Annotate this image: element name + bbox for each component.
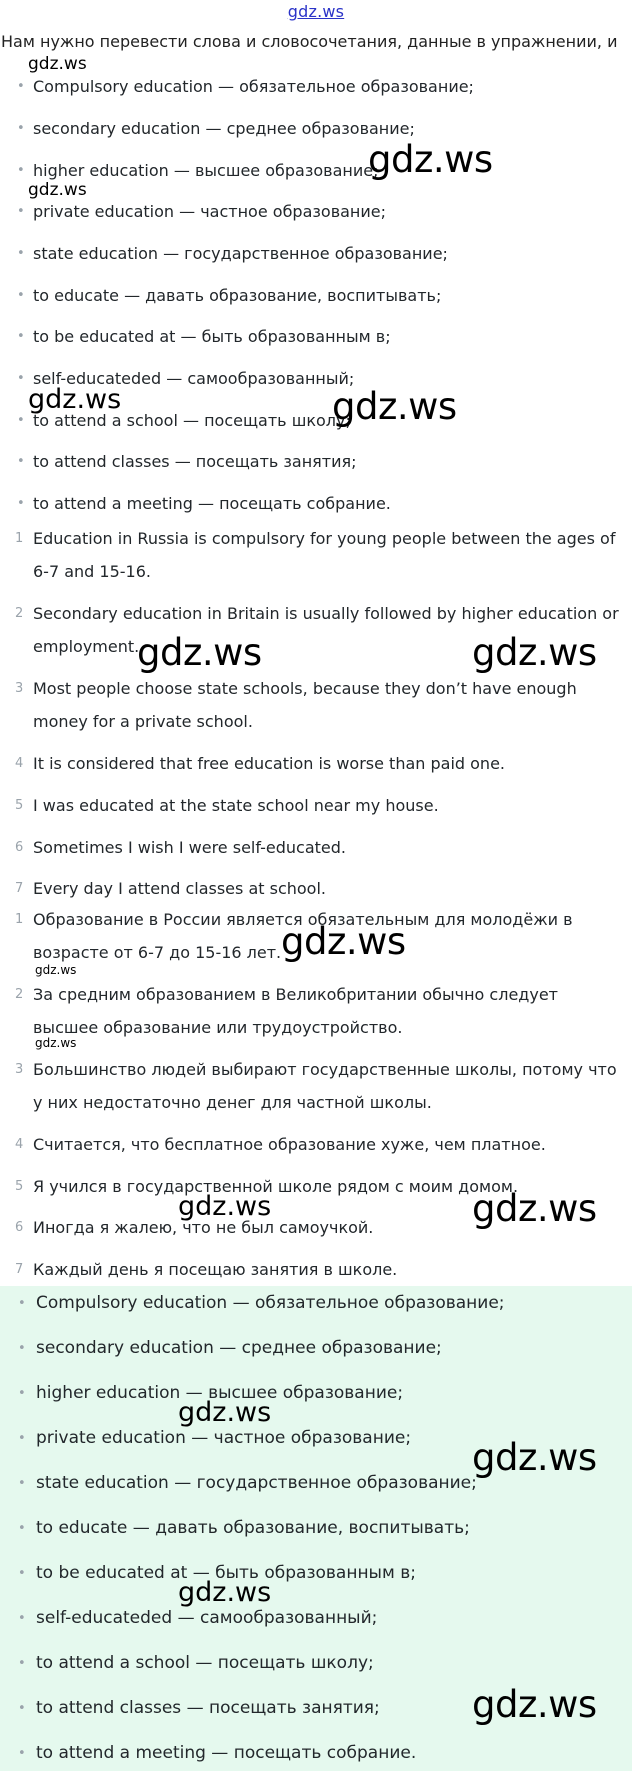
sentence-text: It is considered that free education is worse than paid one.	[33, 754, 505, 773]
sentence-text: Most people choose state schools, because they don’t have enough money for a private school.	[33, 679, 577, 731]
bullet-icon: •	[17, 121, 25, 136]
vocab-item: to attend a meeting — посещать собрание.	[33, 494, 391, 513]
bullet-icon: •	[17, 496, 25, 511]
bullet-icon: •	[18, 1746, 26, 1761]
answer-item: to be educated at — быть образованным в;	[36, 1563, 416, 1583]
bullet-icon: •	[18, 1431, 26, 1446]
bullet-icon: •	[18, 1521, 26, 1536]
vocab-item: Compulsory education — обязательное образование;	[33, 77, 474, 96]
item-number: 4	[15, 1137, 24, 1152]
bullet-icon: •	[17, 413, 25, 428]
answer-item: to attend classes — посещать занятия;	[36, 1698, 380, 1718]
sentence-text: Образование в России является обязательным для молодёжи в возрасте от 6-7 до 15-16 лет.	[33, 910, 573, 962]
vocab-item: higher education — высшее образование;	[33, 161, 379, 180]
item-number: 7	[15, 881, 24, 896]
bullet-icon: •	[17, 371, 25, 386]
sentence-text: Secondary education in Britain is usually followed by higher education or employment.	[33, 604, 619, 656]
bullet-icon: •	[18, 1341, 26, 1356]
bullet-icon: •	[17, 246, 25, 261]
vocab-item: self-educateded — самообразованный;	[33, 369, 355, 388]
bullet-icon: •	[18, 1476, 26, 1491]
sentence-text: За средним образованием в Великобритании обычно следует высшее образование или трудоустройство.	[33, 985, 558, 1037]
bullet-icon: •	[17, 288, 25, 303]
sentence-text: Каждый день я посещаю занятия в школе.	[33, 1260, 398, 1279]
watermark-text: gdz.ws	[28, 180, 87, 200]
watermark-text: gdz.ws	[178, 1577, 272, 1608]
bullet-icon: •	[17, 329, 25, 344]
sentence-text: Every day I attend classes at school.	[33, 879, 326, 898]
answer-item: self-educateded — самообразованный;	[36, 1608, 378, 1628]
intro-text: Нам нужно перевести слова и словосочетания, данные в упражнении, и	[1, 32, 618, 51]
item-number: 4	[15, 756, 24, 771]
sentence-text: Иногда я жалею, что не был самоучкой.	[33, 1218, 374, 1237]
sentence-text: I was educated at the state school near my house.	[33, 796, 439, 815]
item-number: 1	[15, 912, 24, 927]
item-number: 6	[15, 840, 24, 855]
item-number: 2	[15, 606, 24, 621]
answer-item: state education — государственное образование;	[36, 1473, 477, 1493]
bullet-icon: •	[18, 1701, 26, 1716]
bullet-icon: •	[17, 454, 25, 469]
item-number: 5	[15, 798, 24, 813]
site-logo-link[interactable]: gdz.ws	[287, 2, 345, 21]
answer-item: to attend a meeting — посещать собрание.	[36, 1743, 417, 1763]
watermark-text: gdz.ws	[178, 1191, 272, 1222]
sentence-text: Education in Russia is compulsory for young people between the ages of 6-7 and 15-16.	[33, 529, 616, 581]
bullet-icon: •	[17, 79, 25, 94]
watermark-text: gdz.ws	[28, 384, 122, 415]
sentence-text: Большинство людей выбирают государственные школы, потому что у них недостаточно денег для частной школы.	[33, 1060, 617, 1112]
watermark-text: gdz.ws	[35, 963, 77, 977]
answer-panel	[0, 1286, 632, 1771]
item-number: 1	[15, 531, 24, 546]
item-number: 5	[15, 1179, 24, 1194]
answer-item: to attend a school — посещать школу;	[36, 1653, 374, 1673]
watermark-text: gdz.ws	[332, 385, 457, 428]
vocab-item: to attend classes — посещать занятия;	[33, 452, 357, 471]
watermark-text: gdz.ws	[368, 138, 493, 181]
answer-item: Compulsory education — обязательное образование;	[36, 1293, 505, 1313]
bullet-icon: •	[17, 204, 25, 219]
watermark-text: gdz.ws	[472, 1436, 597, 1479]
watermark-text: gdz.ws	[178, 1397, 272, 1428]
vocab-item: to attend a school — посещать школу;	[33, 411, 351, 430]
bullet-icon: •	[18, 1566, 26, 1581]
watermark-text: gdz.ws	[472, 1187, 597, 1230]
item-number: 6	[15, 1220, 24, 1235]
bullet-icon: •	[18, 1386, 26, 1401]
vocab-item: state education — государственное образование;	[33, 244, 448, 263]
answer-item: to educate — давать образование, воспитывать;	[36, 1518, 470, 1538]
watermark-text: gdz.ws	[28, 54, 87, 74]
answer-item: higher education — высшее образование;	[36, 1383, 404, 1403]
sentence-text: Sometimes I wish I were self-educated.	[33, 838, 346, 857]
watermark-text: gdz.ws	[35, 1036, 77, 1050]
vocab-item: to educate — давать образование, воспитывать;	[33, 286, 442, 305]
watermark-text: gdz.ws	[472, 1683, 597, 1726]
watermark-text: gdz.ws	[281, 920, 406, 963]
item-number: 7	[15, 1262, 24, 1277]
watermark-text: gdz.ws	[472, 631, 597, 674]
watermark-text: gdz.ws	[137, 631, 262, 674]
vocab-item: private education — частное образование;	[33, 202, 387, 221]
item-number: 3	[15, 1062, 24, 1077]
vocab-item: secondary education — среднее образование;	[33, 119, 415, 138]
answer-item: private education — частное образование;	[36, 1428, 412, 1448]
item-number: 3	[15, 681, 24, 696]
answer-item: secondary education — среднее образование;	[36, 1338, 442, 1358]
vocab-item: to be educated at — быть образованным в;	[33, 327, 391, 346]
item-number: 2	[15, 987, 24, 1002]
bullet-icon: •	[18, 1611, 26, 1626]
sentence-text: Считается, что бесплатное образование хуже, чем платное.	[33, 1135, 546, 1154]
bullet-icon: •	[18, 1656, 26, 1671]
bullet-icon: •	[17, 163, 25, 178]
bullet-icon: •	[18, 1296, 26, 1311]
sentence-text: Я учился в государственной школе рядом с моим домом.	[33, 1177, 519, 1196]
